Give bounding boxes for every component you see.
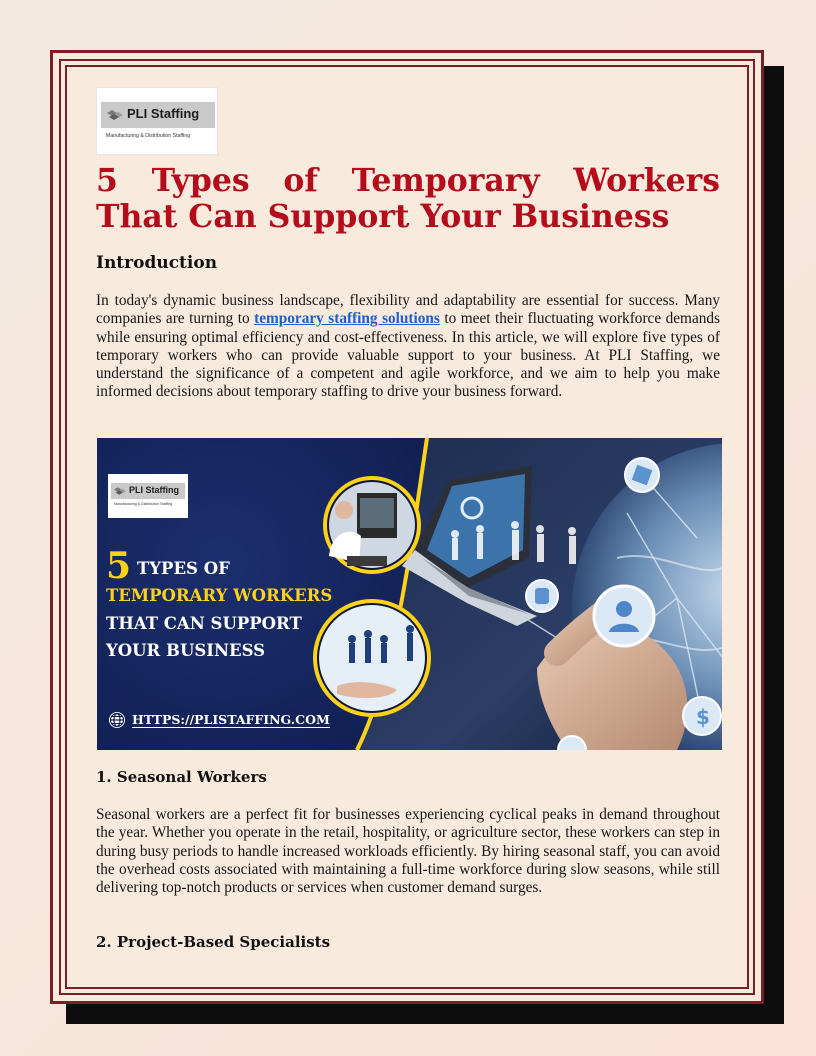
page-title: 5 Types of Temporary Workers That Can Support Your Business	[96, 162, 720, 235]
article-banner-image	[97, 438, 722, 750]
banner-logo-band	[111, 483, 185, 499]
section-heading-project-based-specialists: 2. Project-Based Specialists	[96, 933, 331, 951]
company-logo	[96, 87, 218, 155]
intro-text-end: to meet their fluctuating workforce demands while ensuring optimal efficiency and cost-effectiveness. In this article, we will explore five types of temporary workers who can provide valuable support to your business. At PLI Staffing, we understand the significance of a competent and agile workforce, and we aim to help you make informed decisions about temporary staffing to drive your business forward.	[96, 310, 720, 401]
intro-paragraph	[96, 292, 720, 402]
banner-logo-tagline: Manufacturing & Distribution Staffing	[114, 502, 173, 506]
intro-text-start: In today's dynamic business landscape, flexibility and adaptability are essential for success. Many companies are turning to	[96, 292, 720, 328]
svg-text:$: $	[696, 705, 710, 729]
banner-line-2: TEMPORARY WORKERS	[106, 586, 333, 605]
banner-logo-name: PLI Staffing	[129, 485, 179, 495]
logo-band	[101, 102, 215, 128]
logo-name: PLI Staffing	[127, 106, 200, 121]
banner-logo	[108, 474, 188, 518]
section-body-seasonal-workers: Seasonal workers are a perfect fit for businesses experiencing cyclical peaks in demand throughout the year. Whether you operate in the retail, hospitality, or agriculture sector, these workers can step in during busy periods to handle increased workloads efficiently. By hiring seasonal staff, you can avoid the overhead costs associated with maintaining a full-time workforce during slow seasons, while still delivering top-notch products or services when customer demand surges.	[96, 806, 720, 897]
banner-line-1: TYPES OF	[137, 559, 230, 578]
logo-mark-icon	[107, 109, 123, 121]
banner-number: 5	[106, 545, 132, 587]
banner-line-3: THAT CAN SUPPORT	[106, 614, 302, 633]
intro-heading: Introduction	[96, 253, 218, 273]
temporary-staffing-link[interactable]: temporary staffing solutions	[254, 310, 440, 328]
section-heading-seasonal-workers: 1. Seasonal Workers	[96, 768, 267, 786]
logo-tagline: Manufacturing & Distribution Staffing	[106, 133, 191, 139]
globe-icon	[108, 711, 126, 729]
banner-website-url: HTTPS://PLISTAFFING.COM	[132, 712, 330, 727]
banner-logo-mark-icon	[114, 486, 126, 496]
banner-line-4: YOUR BUSINESS	[106, 641, 266, 660]
